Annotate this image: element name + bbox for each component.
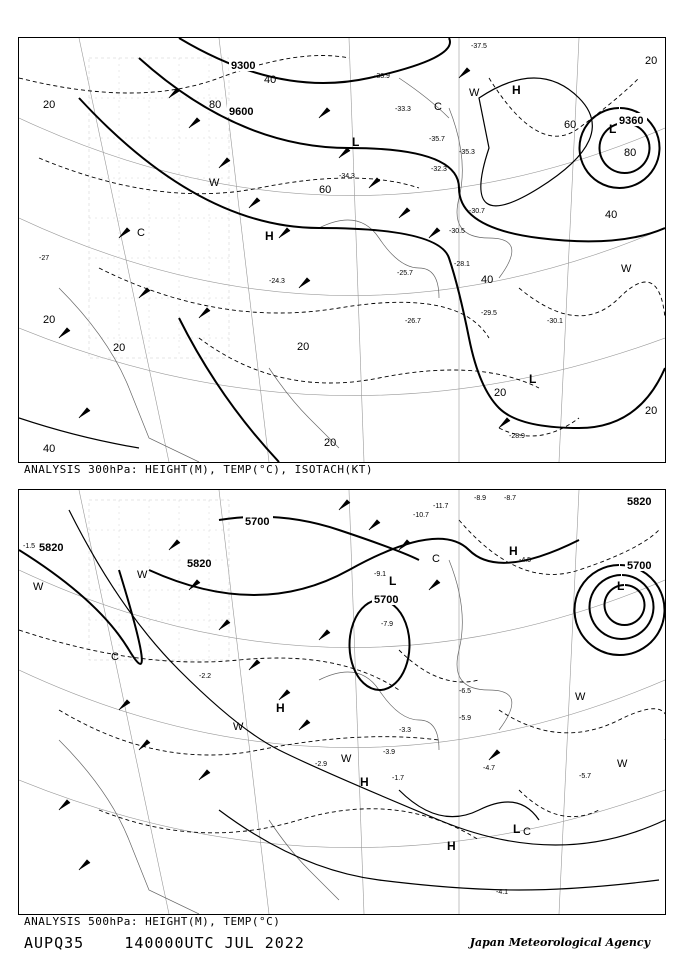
temp-value: -30.1	[547, 318, 563, 325]
isotach-label: 40	[481, 274, 494, 286]
cold-label: C	[434, 101, 442, 113]
temp-value: -10.7	[413, 512, 429, 519]
height-label: 9600	[229, 106, 254, 118]
low-center: L	[513, 822, 521, 836]
analysis-300hpa-map	[18, 37, 666, 463]
temp-value: -33.3	[395, 106, 411, 113]
pressure-centers-500	[276, 544, 624, 853]
temp-value: -4.5	[519, 557, 532, 564]
graticule-500	[19, 490, 665, 914]
low-center: L	[352, 135, 360, 149]
height-label: 5820	[39, 542, 64, 554]
coastline-500	[59, 560, 512, 914]
warm-label: W	[137, 569, 148, 581]
warm-label: W	[575, 691, 586, 703]
height-label: 5700	[374, 594, 399, 606]
temp-value: -3.9	[383, 749, 396, 756]
height-label: 5700	[245, 516, 270, 528]
temp-value: -25.7	[397, 270, 413, 277]
warm-label: W	[209, 177, 220, 189]
height-labels-300	[227, 58, 647, 127]
temp-value: -28.9	[509, 433, 525, 440]
temp-value: -28.1	[454, 261, 470, 268]
cold-label: C	[111, 651, 119, 663]
graticule-300	[19, 38, 665, 462]
isotach-label: 60	[319, 184, 332, 196]
chart-id-line	[24, 934, 305, 952]
height-label: 9360	[619, 115, 644, 127]
warm-label: W	[469, 87, 480, 99]
temp-value: -1.7	[392, 775, 405, 782]
chart-id: AUPQ35	[24, 934, 85, 952]
temp-value: -37.5	[471, 43, 487, 50]
isotach-label: 80	[209, 99, 222, 111]
temperature-values-300	[39, 43, 563, 440]
temp-value: -35.7	[429, 136, 445, 143]
analysis-500hpa-map	[18, 489, 666, 915]
cold-label: C	[523, 826, 531, 838]
low-center: L	[529, 372, 537, 386]
land-hatching-300	[89, 58, 229, 358]
warm-label: W	[33, 581, 44, 593]
cold-label: C	[137, 227, 145, 239]
map-300-canvas	[19, 38, 665, 462]
isotach-label: 20	[297, 341, 310, 353]
isotach-label: 20	[43, 314, 56, 326]
high-center: H	[509, 544, 518, 558]
warm-label: W	[233, 721, 244, 733]
caption-500hpa: ANALYSIS 500hPa: HEIGHT(M), TEMP(°C)	[24, 915, 281, 928]
map-500-canvas	[19, 490, 665, 914]
isotach-label: 20	[113, 342, 126, 354]
warm-label: W	[621, 263, 632, 275]
isotach-label: 20	[43, 99, 56, 111]
temp-value: -8.9	[474, 495, 487, 502]
temp-value: -26.7	[405, 318, 421, 325]
temp-value: -35.3	[459, 149, 475, 156]
high-center: H	[276, 701, 285, 715]
temp-value: -4.7	[483, 765, 496, 772]
temp-value: -5.7	[579, 773, 592, 780]
isotach-label: 60	[564, 119, 577, 131]
isotach-label: 80	[624, 147, 637, 159]
isotach-label: 20	[645, 55, 658, 67]
temp-value: -30.5	[449, 228, 465, 235]
warm-label: W	[341, 753, 352, 765]
temp-value: -7.9	[381, 621, 394, 628]
isotachs-300	[19, 78, 592, 448]
low-center: L	[609, 122, 617, 136]
temp-value: -11.7	[433, 503, 449, 510]
temp-value: -3.3	[399, 727, 412, 734]
cold-label: C	[432, 553, 440, 565]
isotherms-500	[19, 520, 665, 840]
warm-label: W	[617, 758, 628, 770]
temp-value: -33.9	[374, 73, 390, 80]
temp-value: -5.9	[459, 715, 472, 722]
height-labels-500	[37, 494, 655, 606]
temperature-values-500	[23, 495, 591, 896]
high-center: H	[512, 83, 521, 97]
height-label: 5820	[187, 558, 212, 570]
isotach-label: 40	[605, 209, 618, 221]
isotach-label: 40	[264, 74, 277, 86]
isotherms-300	[19, 56, 665, 437]
isotach-label: 20	[324, 437, 337, 449]
high-center: H	[360, 775, 369, 789]
height-label: 5700	[627, 560, 652, 572]
temp-value: -2.9	[315, 761, 328, 768]
low-center: L	[389, 574, 397, 588]
temp-value: -27	[39, 255, 50, 262]
high-center: H	[447, 839, 456, 853]
height-label: 5820	[627, 496, 652, 508]
temp-value: -6.5	[459, 688, 472, 695]
isotach-label: 20	[645, 405, 658, 417]
high-center: H	[265, 229, 274, 243]
height-contours-300	[79, 38, 665, 462]
agency-name: Japan Meteorological Agency	[469, 936, 650, 949]
temp-value: -29.5	[481, 310, 497, 317]
temp-value: -9.1	[374, 571, 387, 578]
temp-value: -32.3	[431, 166, 447, 173]
caption-300hpa: ANALYSIS 300hPa: HEIGHT(M), TEMP(°C), ISOTACH(KT)	[24, 463, 374, 476]
isotach-label: 40	[43, 443, 56, 455]
isotach-label: 20	[494, 387, 507, 399]
valid-time: 140000UTC JUL 2022	[124, 934, 305, 952]
temp-value: -34.3	[339, 173, 355, 180]
temp-value: -24.3	[269, 278, 285, 285]
temp-value: -30.7	[469, 208, 485, 215]
temp-value: -4.1	[496, 889, 509, 896]
isotach-labels-300	[43, 55, 657, 455]
low-center: L	[617, 579, 625, 593]
temp-value: -2.2	[199, 673, 212, 680]
temp-region-labels-300	[137, 87, 632, 275]
height-label: 9300	[231, 60, 256, 72]
temp-value: -1.5	[23, 543, 36, 550]
temp-value: -8.7	[504, 495, 517, 502]
temp-region-labels-500	[33, 553, 628, 838]
